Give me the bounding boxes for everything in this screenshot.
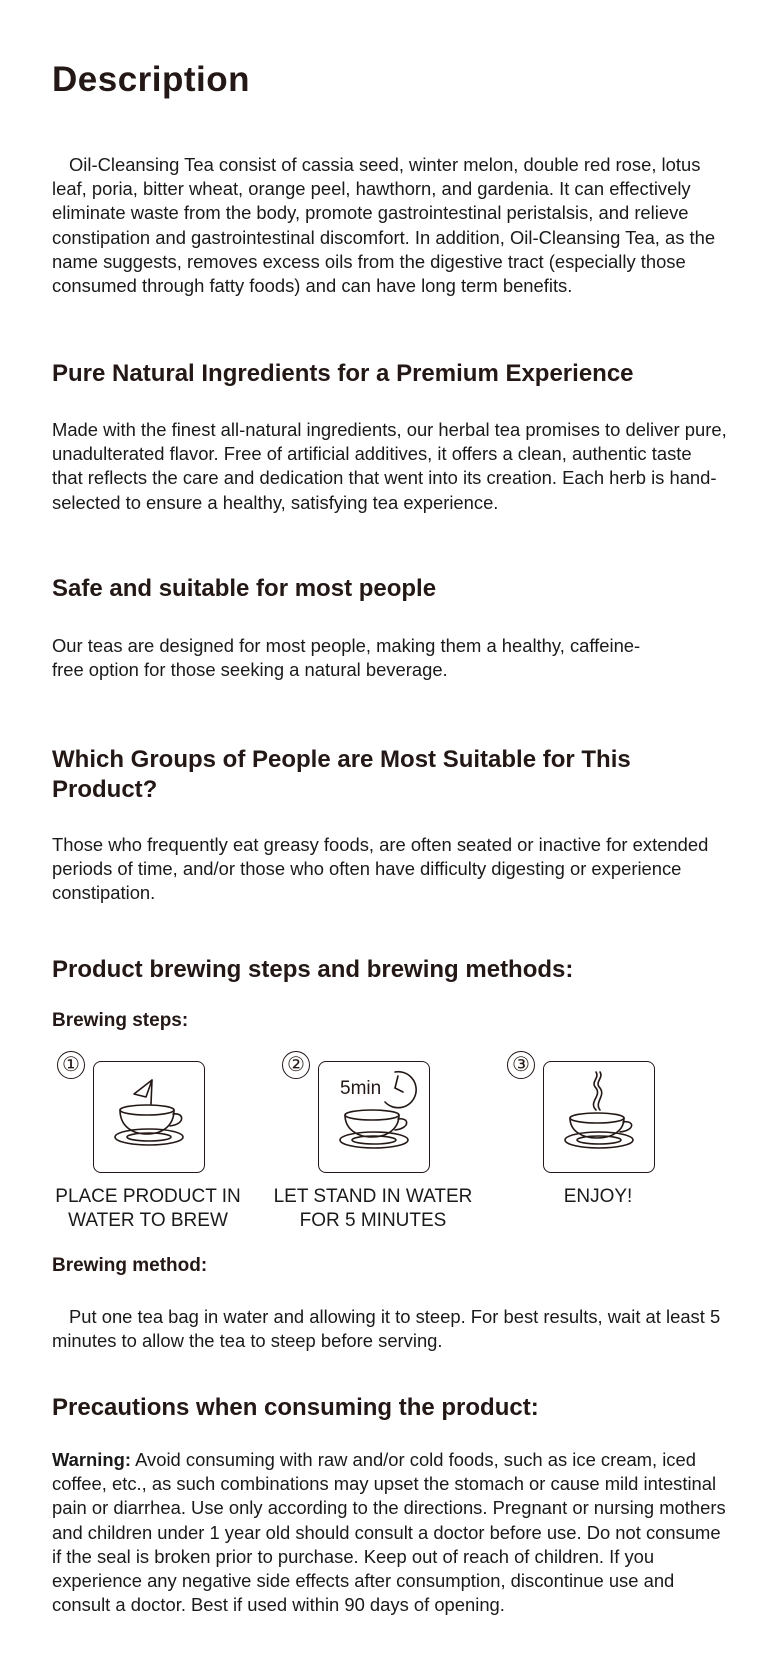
ingredients-title: Pure Natural Ingredients for a Premium Experience bbox=[52, 360, 634, 387]
groups-title: Which Groups of People are Most Suitable for This Product? bbox=[52, 746, 631, 803]
brewing-method-label: Brewing method: bbox=[52, 1255, 208, 1276]
safety-title: Safe and suitable for most people bbox=[52, 575, 437, 602]
timer-text: 5min bbox=[340, 1078, 382, 1099]
step-1-number: ① bbox=[57, 1051, 85, 1079]
step-3-number: ③ bbox=[507, 1051, 535, 1079]
groups-text: Those who frequently eat greasy foods, are often seated or inactive for extended periods of time, and/or those who often have difficulty digesting or experience constipation. bbox=[52, 834, 709, 904]
timer-cup-icon bbox=[318, 1061, 430, 1173]
brewing-title: Product brewing steps and brewing methods: bbox=[52, 956, 574, 983]
precautions-title: Precautions when consuming the product: bbox=[52, 1394, 539, 1421]
warning-text: Avoid consuming with raw and/or cold foods, such as ice cream, iced coffee, etc., as such combinations may upset the stomach or cause mild intestinal pain or diarrhea. Use only according to the directions. Pregnant or nursing mothers and children under 1 year old should consult a doctor before use. Do not consume if the seal is broken prior to purchase. Keep out of reach of children. If you experience any negative side effects after consumption, discontinue use and consult a doctor. Best if used within 90 days of opening. bbox=[52, 1449, 726, 1616]
teabag-cup-icon bbox=[93, 1061, 205, 1173]
warning-label: Warning: bbox=[52, 1449, 131, 1470]
brewing-steps-label: Brewing steps: bbox=[52, 1010, 189, 1031]
step-2-caption: LET STAND IN WATER FOR 5 MINUTES bbox=[273, 1186, 473, 1231]
precautions-text bbox=[52, 1448, 732, 1617]
description-title: Description bbox=[52, 60, 251, 99]
steaming-cup-icon bbox=[543, 1061, 655, 1173]
brewing-method-text: Put one tea bag in water and allowing it to steep. For best results, wait at least 5 minutes to allow the tea to steep before serving. bbox=[52, 1306, 721, 1352]
step-2-number: ② bbox=[282, 1051, 310, 1079]
description-text: Oil-Cleansing Tea consist of cassia seed, winter melon, double red rose, lotus leaf, poria, bitter wheat, orange peel, hawthorn, and gardenia. It can effectively eliminate waste from the body, promote gastrointestinal peristalsis, and relieve constipation and gastrointestinal discomfort. In addition, Oil-Cleansing Tea, as the name suggests, removes excess oils from the digestive tract (especially those consumed through fatty foods) and can have long term benefits. bbox=[52, 154, 716, 297]
safety-text: Our teas are designed for most people, making them a healthy, caffeine-free option for those seeking a natural beverage. bbox=[52, 635, 641, 681]
step-1-caption: PLACE PRODUCT IN WATER TO BREW bbox=[55, 1186, 241, 1231]
ingredients-text: Made with the finest all-natural ingredients, our herbal tea promises to deliver pure, unadulterated flavor. Free of artificial additives, it offers a clean, authentic taste that reflects the care and dedication that went into its creation. Each herb is hand-selected to ensure a healthy, satisfying tea experience. bbox=[52, 419, 727, 513]
step-3-caption: ENJOY! bbox=[563, 1186, 633, 1207]
